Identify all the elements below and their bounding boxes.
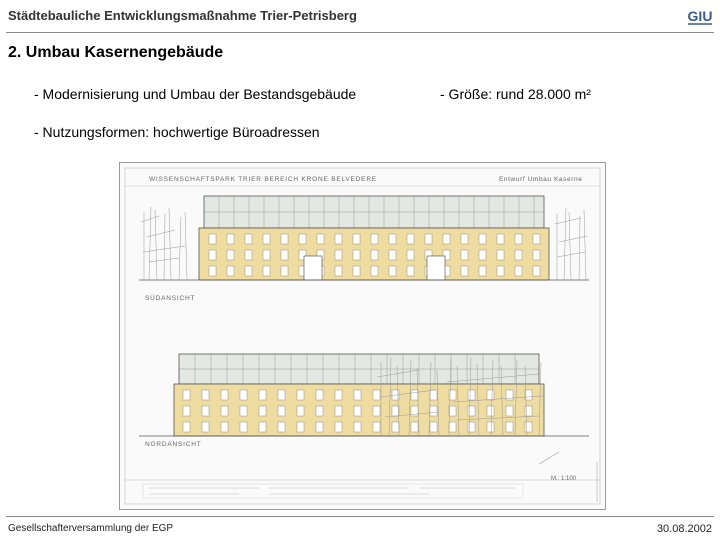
drawing-plan-title: Entwurf Umbau Kaserne — [499, 176, 583, 183]
drawing-scale: M.: 1:100 — [551, 476, 577, 482]
south-view-label: SÜDANSICHT — [145, 295, 196, 302]
giu-logo — [686, 6, 714, 26]
bullet-nutzungsformen: - Nutzungsformen: hochwertige Büroadressen — [34, 124, 320, 140]
section-title: 2. Umbau Kasernengebäude — [8, 44, 224, 61]
header-divider — [6, 32, 714, 33]
footer-divider — [6, 516, 714, 517]
north-elevation — [139, 354, 589, 448]
footer-date: 30.08.2002 — [656, 523, 712, 535]
drawing-project-title: WISSENSCHAFTSPARK TRIER BEREICH KRONE BELVEDERE — [149, 176, 377, 183]
footer-organization: Gesellschafterversammlung der EGP — [8, 523, 174, 534]
bullet-groesse: - Größe: rund 28.000 m² — [440, 86, 591, 102]
bullet-modernisierung: - Modernisierung und Umbau der Bestandsgebäude — [34, 86, 357, 102]
north-view-label: NORDANSICHT — [145, 441, 202, 448]
logo-text: GIU — [687, 8, 713, 24]
header-title: Städtebauliche Entwicklungsmaßnahme Trier-Petrisberg — [8, 8, 357, 23]
architectural-elevation-drawing — [119, 162, 606, 510]
